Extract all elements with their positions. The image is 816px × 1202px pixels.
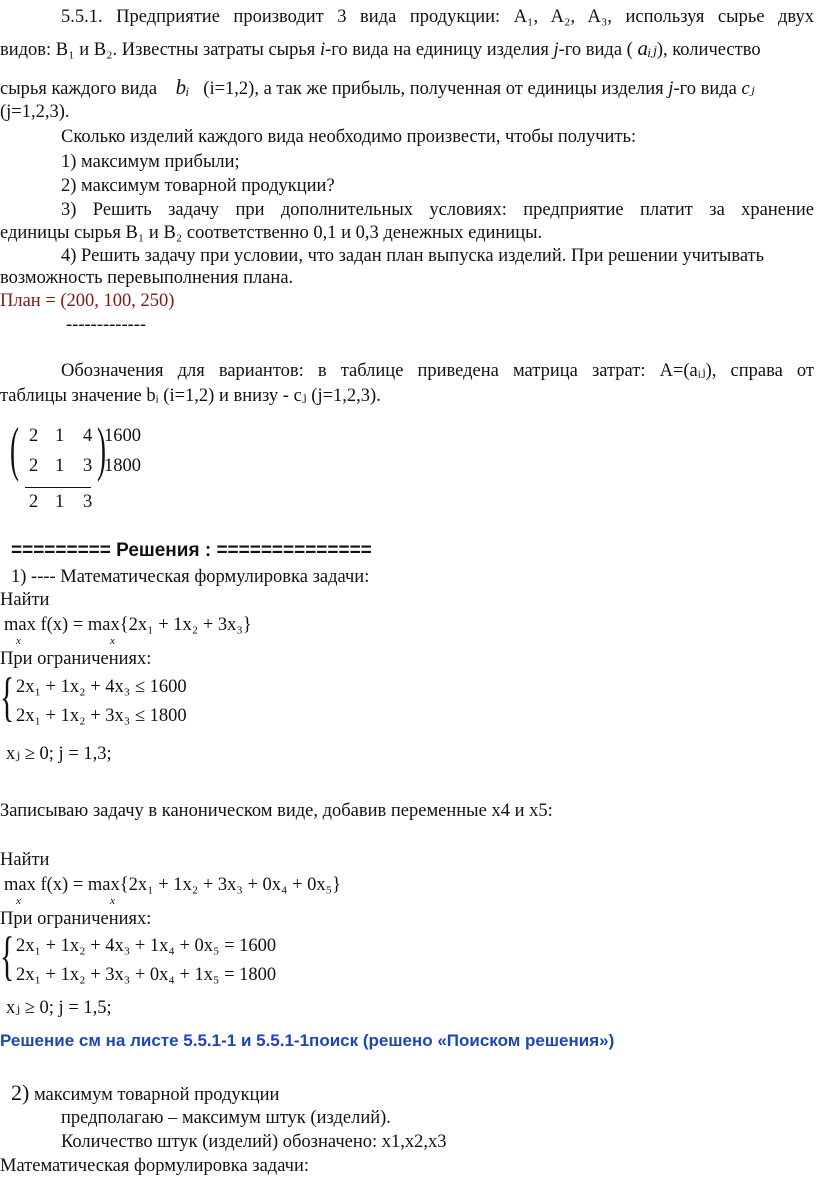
problem-line-4: (j=1,2,3). <box>0 102 70 122</box>
constraint-4: 2x₁ + 1x₂ + 3x₃ + 0x₄ + 1x₅ = 1800 <box>16 965 277 985</box>
nonnegativity-2: xⱼ ≥ 0; j = 1,5; <box>6 998 112 1018</box>
matrix-cell: 1 <box>55 426 65 446</box>
problem-line-1: 5.5.1. Предприятие производит 3 вида продукции: A₁, A₂, A₃, используя сырье двух <box>61 7 815 27</box>
objective-1: max f(x) = max{2x₁ + 1x₂ + 3x₃} <box>4 615 252 635</box>
find-label: Найти <box>0 590 50 610</box>
step-1-title: 1) ---- Математическая формулировка задачи: <box>11 567 370 587</box>
max-subscript: x <box>16 895 21 907</box>
matrix-c-value: 1 <box>55 492 65 512</box>
matrix-b-value: 1800 <box>104 456 141 476</box>
problem-line-3: сырья каждого вида bᵢ (i=1,2), а так же прибыль, полученная от единицы изделия j-го вида cⱼ <box>0 75 755 99</box>
question-4b: возможность перевыполнения плана. <box>0 268 294 288</box>
max-subscript: x <box>16 635 21 647</box>
problem-number: 5.5.1. <box>61 7 103 27</box>
system-brace: { <box>0 926 15 986</box>
constraint-2: 2x₁ + 1x₂ + 3x₃ ≤ 1800 <box>16 706 187 726</box>
matrix-cell: 4 <box>83 426 93 446</box>
matrix-cell: 3 <box>83 456 93 476</box>
question-3b: единицы сырья B₁ и B₂ соответственно 0,1 и 0,3 денежных единицы. <box>0 223 543 243</box>
constraint-3: 2x₁ + 1x₂ + 4x₃ + 1x₄ + 0x₅ = 1600 <box>16 936 277 956</box>
step-2-title <box>11 1082 279 1106</box>
count-line: Количество штук (изделий) обозначено: x1,x2,x3 <box>61 1132 447 1152</box>
question-intro: Сколько изделий каждого вида необходимо произвести, чтобы получить: <box>61 127 637 147</box>
matrix-c-value: 2 <box>29 492 39 512</box>
objective-2: max f(x) = max{2x₁ + 1x₂ + 3x₃ + 0x₄ + 0x₅} <box>4 875 341 895</box>
notation-line-a: Обозначения для вариантов: в таблице приведена матрица затрат: A=(aᵢⱼ), справа от <box>61 361 814 381</box>
assumption-line: предполагаю – максимум штук (изделий). <box>61 1108 391 1128</box>
matrix-cell: 2 <box>29 456 39 476</box>
constraints-label-2: При ограничениях: <box>0 909 152 929</box>
canonical-intro: Записываю задачу в каноническом виде, добавив переменные x4 и x5: <box>0 801 553 821</box>
problem-line-2: видов: B₁ и B₂. Известны затраты сырья i-го вида на единицу изделия j-го вида ( aᵢⱼ), количество <box>0 36 761 60</box>
matrix-cell: 2 <box>29 426 39 446</box>
separator-dashes: ------------- <box>66 315 147 335</box>
step-2-text: максимум товарной продукции <box>33 1085 280 1105</box>
step-2-number: 2) <box>11 1080 30 1105</box>
max-subscript: x <box>110 895 115 907</box>
plan-line: План = (200, 100, 250) <box>0 291 175 311</box>
solution-reference-note: Решение см на листе 5.5.1-1 и 5.5.1-1поиск (решено «Поиском решения») <box>0 1031 615 1050</box>
solutions-heading: ========= Решения : ============== <box>11 540 372 561</box>
matrix-cell: 1 <box>55 456 65 476</box>
constraint-1: 2x₁ + 1x₂ + 4x₃ ≤ 1600 <box>16 677 187 697</box>
question-2: 2) максимум товарной продукции? <box>61 176 335 196</box>
find-label-2: Найти <box>0 850 50 870</box>
question-3a: 3) Решить задачу при дополнительных условиях: предприятие платит за хранение <box>61 200 814 220</box>
nonnegativity-1: xⱼ ≥ 0; j = 1,3; <box>6 744 112 764</box>
system-brace: { <box>0 667 15 727</box>
matrix-c-value: 3 <box>83 492 93 512</box>
constraints-label: При ограничениях: <box>0 649 152 669</box>
notation-line-b: таблицы значение bᵢ (i=1,2) и внизу - cⱼ (j=1,2,3). <box>0 386 381 406</box>
question-4a: 4) Решить задачу при условии, что задан план выпуска изделий. При решении учитывать <box>61 246 765 266</box>
matrix-b-value: 1600 <box>104 426 141 446</box>
cost-matrix <box>0 415 200 515</box>
matrix-right-paren: ) <box>97 416 106 482</box>
max-subscript: x <box>110 635 115 647</box>
matrix-left-paren: ( <box>10 416 19 482</box>
math-formulation-label: Математическая формулировка задачи: <box>0 1156 310 1176</box>
question-1: 1) максимум прибыли; <box>61 152 240 172</box>
matrix-divider <box>25 487 91 488</box>
